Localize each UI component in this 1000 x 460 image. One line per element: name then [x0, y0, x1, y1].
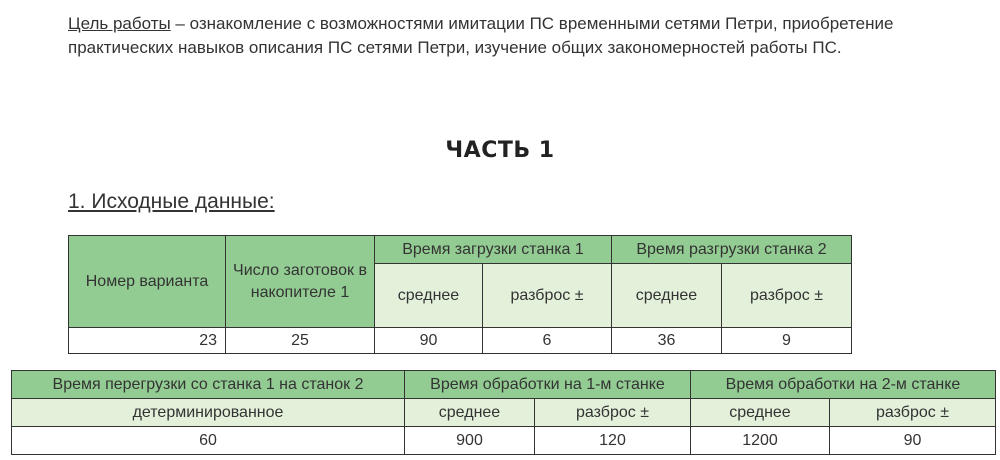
header-proc1-spread: разброс ±	[535, 399, 691, 427]
header-unload2-mean: среднее	[612, 264, 722, 328]
header-transfer: Время перегрузки со станка 1 на станок 2	[12, 371, 405, 399]
goal-text: – ознакомление с возможностями имитации ПС временными сетями Петри, приобретение практических навыков описания ПС сетями Петри, изучение общих закономерностей работы ПС.	[68, 14, 894, 57]
section-title: 1. Исходные данные:	[68, 190, 275, 213]
part-title: ЧАСТЬ 1	[445, 138, 555, 163]
header-load1-spread: разброс ±	[483, 264, 612, 328]
header-proc1: Время обработки на 1-м станке	[405, 371, 691, 399]
header-proc1-mean: среднее	[405, 399, 535, 427]
cell-variant: 23	[69, 328, 226, 354]
goal-paragraph	[68, 12, 968, 60]
header-proc2-spread: разброс ±	[830, 399, 996, 427]
header-variant: Номер варианта	[69, 236, 226, 328]
cell-proc1-mean: 900	[405, 427, 535, 455]
goal-label: Цель работы	[68, 14, 171, 33]
header-unload2: Время разгрузки станка 2	[612, 236, 852, 264]
header-proc2-mean: среднее	[691, 399, 830, 427]
initial-data-table	[68, 235, 852, 354]
header-count: Число заготовок в накопителе 1	[226, 236, 375, 328]
cell-transfer: 60	[12, 427, 405, 455]
processing-time-table	[11, 370, 996, 455]
header-unload2-spread: разброс ±	[722, 264, 852, 328]
cell-load1-mean: 90	[375, 328, 483, 354]
cell-proc2-spread: 90	[830, 427, 996, 455]
header-load1-mean: среднее	[375, 264, 483, 328]
cell-unload2-spread: 9	[722, 328, 852, 354]
cell-count: 25	[226, 328, 375, 354]
header-transfer-determ: детерминированное	[12, 399, 405, 427]
header-load1: Время загрузки станка 1	[375, 236, 612, 264]
cell-proc2-mean: 1200	[691, 427, 830, 455]
cell-proc1-spread: 120	[535, 427, 691, 455]
cell-unload2-mean: 36	[612, 328, 722, 354]
header-proc2: Время обработки на 2-м станке	[691, 371, 996, 399]
cell-load1-spread: 6	[483, 328, 612, 354]
